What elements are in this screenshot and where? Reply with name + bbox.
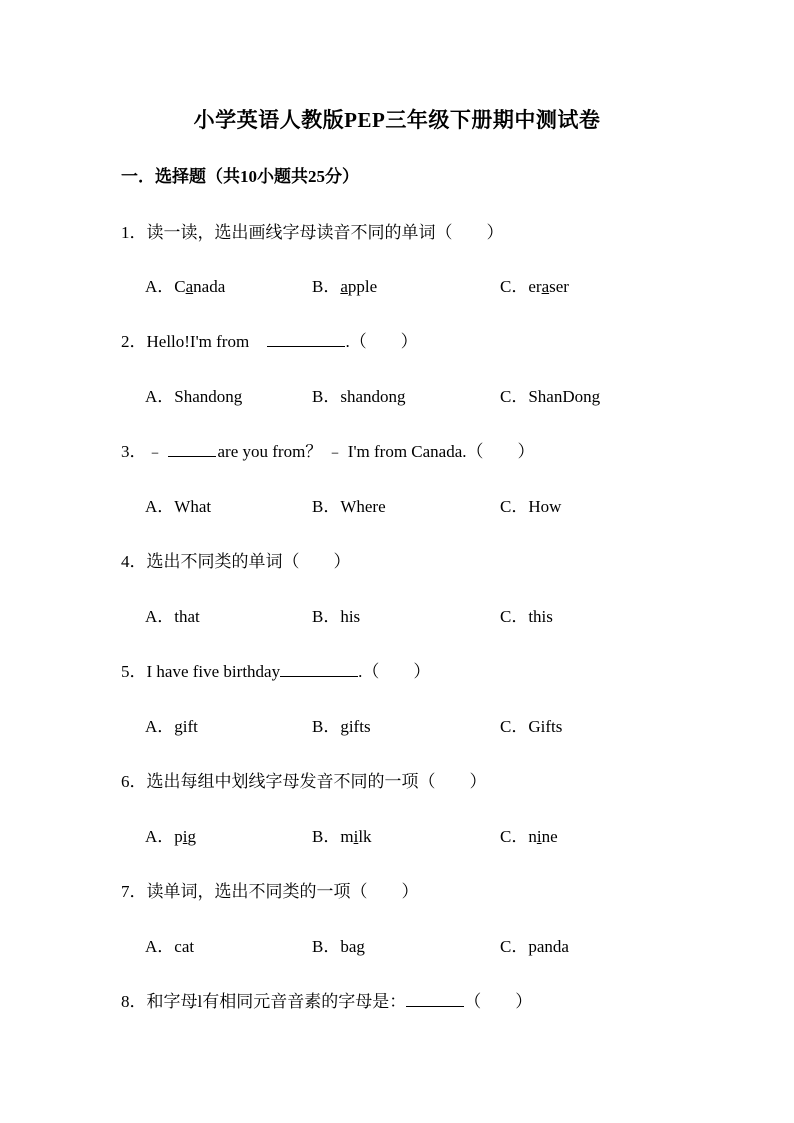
question-2-options [145,382,705,406]
answer-blank[interactable] [267,330,345,347]
option-a[interactable]: A．that [145,607,200,626]
option-a[interactable]: A．What [145,497,212,516]
answer-blank[interactable] [280,660,358,677]
question-8: 8．和字母l有相同元音音素的字母是： （ ） [121,992,533,1011]
answer-blank[interactable] [168,440,216,457]
option-c[interactable]: C．nine [500,827,558,846]
option-b[interactable]: B．bag [312,937,365,956]
option-c[interactable]: C．ShanDong [500,387,601,406]
option-b[interactable]: B．his [312,607,361,626]
option-a[interactable]: A．Canada [145,277,226,296]
page-title: 小学英语人教版PEP三年级下册期中测试卷 [193,108,601,132]
underlined-letter: i [182,827,188,846]
option-c[interactable]: C．this [500,607,553,626]
question-3-options [145,492,705,516]
question-6-options [145,822,705,846]
option-b[interactable]: B．shandong [312,387,406,406]
question-6: 6．选出每组中划线字母发音不同的一项（ ） [121,772,487,791]
option-a[interactable]: A．cat [145,937,195,956]
question-2: 2．Hello!I'm from .（ ） [121,332,418,351]
answer-blank[interactable] [406,990,464,1007]
option-c[interactable]: C．How [500,497,562,516]
question-5: 5．I have five birthday .（ ） [121,662,431,681]
section-heading: 一．选择题（共10小题共25分） [121,167,359,186]
underlined-letter: a [541,277,550,296]
question-3: 3．﹣ are you from？ ﹣ I'm from Canada.（ ） [121,442,535,461]
question-1-options [145,272,705,296]
option-b[interactable]: B．gifts [312,717,371,736]
underlined-letter: a [340,277,348,296]
option-b[interactable]: B．Where [312,497,386,516]
option-a[interactable]: A．gift [145,717,198,736]
question-1: 1．读一读，选出画线字母读音不同的单词（ ） [121,223,504,242]
option-a[interactable]: A．pig [145,827,197,846]
question-7-options [145,932,705,956]
underlined-letter: i [353,827,359,846]
underlined-letter: i [536,827,542,846]
option-c[interactable]: C．panda [500,937,569,956]
option-c[interactable]: C．eraser [500,277,569,296]
question-7: 7．读单词，选出不同类的一项（ ） [121,882,419,901]
question-4-options [145,602,705,626]
question-5-options [145,712,705,736]
option-b[interactable]: B．apple [312,277,378,296]
option-c[interactable]: C．Gifts [500,717,563,736]
option-a[interactable]: A．Shandong [145,387,243,406]
option-b[interactable]: B．milk [312,827,372,846]
question-4: 4．选出不同类的单词（ ） [121,552,351,571]
underlined-letter: a [185,277,194,296]
